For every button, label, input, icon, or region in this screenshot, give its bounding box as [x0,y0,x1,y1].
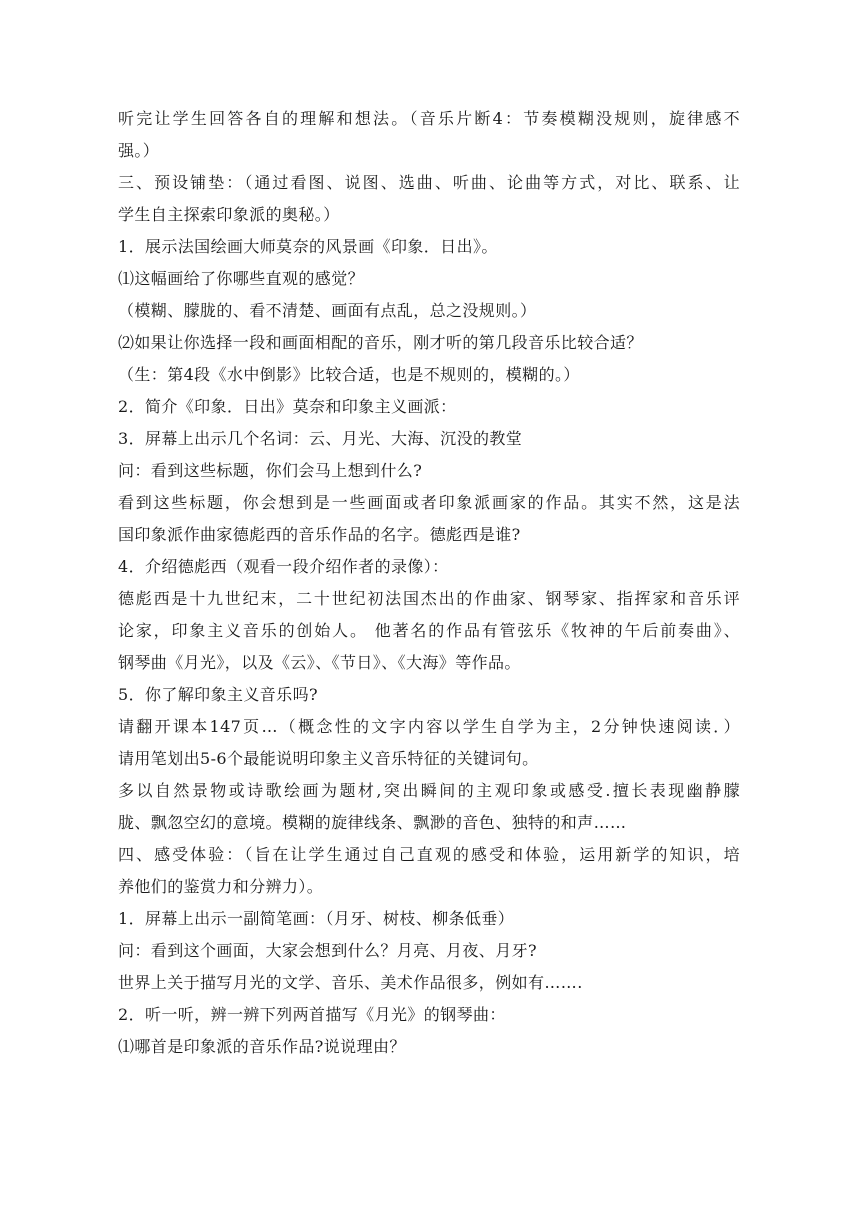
text-line: 三、预设铺垫：（通过看图、说图、选曲、听曲、论曲等方式，对比、联系、让 [118,173,740,192]
text-line: 强。） [118,141,160,160]
text-line: 养他们的鉴赏力和分辨力）。 [118,877,324,896]
text-line: 2．简介《印象．日出》莫奈和印象主义画派： [118,397,457,416]
text-line: 德彪西是十九世纪末，二十世纪初法国杰出的作曲家、钢琴家、指挥家和音乐评 [118,589,740,608]
text-line: 看到这些标题，你会想到是一些画面或者印象派画家的作品。其实不然，这是法 [118,493,740,512]
text-line: 国印象派作曲家德彪西的音乐作品的名字。德彪西是谁? [118,525,521,544]
text-line: 多以自然景物或诗歌绘画为题材,突出瞬间的主观印象或感受.擅长表现幽静朦 [118,781,740,800]
text-line: 1．屏幕上出示一副简笔画：（月牙、树枝、柳条低垂） [118,909,515,928]
text-line: ⑵如果让你选择一段和画面相配的音乐，刚才听的第几段音乐比较合适？ [118,333,643,352]
text-line: 1．展示法国绘画大师莫奈的风景画《印象．日出》。 [118,237,498,256]
text-line: ⑴这幅画给了你哪些直观的感觉？ [118,269,365,288]
text-line: 胧、飘忽空幻的意境。模糊的旋律线条、飘渺的音色、独特的和声…… [118,813,627,832]
text-line: 4．介绍德彪西（观看一段介绍作者的录像）： [118,557,449,576]
text-line: 学生自主探索印象派的奥秘。） [118,205,340,224]
text-line: （生：第4段《水中倒影》比较合适，也是不规则的，模糊的。） [118,365,580,384]
text-line: 请翻开课本147页…（概念性的文字内容以学生自学为主，2分钟快速阅读．） [118,717,740,736]
document-body [118,103,740,1063]
text-line: ⑴哪首是印象派的音乐作品?说说理由？ [118,1037,406,1056]
text-line: 听完让学生回答各自的理解和想法。（音乐片断4：节奏模糊没规则，旋律感不 [118,109,740,128]
text-line: 2．听一听，辨一辨下列两首描写《月光》的钢琴曲： [118,1005,506,1024]
text-line: （模糊、朦胧的、看不清楚、画面有点乱，总之没规则。） [118,301,537,320]
text-line: 钢琴曲《月光》，以及《云》、《节日》、《大海》等作品。 [118,653,521,672]
text-line: 世界上关于描写月光的文学、音乐、美术作品很多，例如有……. [118,973,583,992]
text-line: 四、感受体验：（旨在让学生通过自己直观的感受和体验，运用新学的知识，培 [118,845,740,864]
text-line: 请用笔划出5-6个最能说明印象主义音乐特征的关键词句。 [118,749,539,768]
text-line: 5．你了解印象主义音乐吗? [118,685,318,704]
text-line: 问：看到这些标题，你们会马上想到什么? [118,461,423,480]
text-line: 论家，印象主义音乐的创始人。 他著名的作品有管弦乐《牧神的午后前奏曲》、 [118,621,740,640]
text-line: 问：看到这个画面，大家会想到什么？月亮、月夜、月牙? [118,941,537,960]
text-line: 3．屏幕上出示几个名词：云、月光、大海、沉没的教堂 [118,429,523,448]
